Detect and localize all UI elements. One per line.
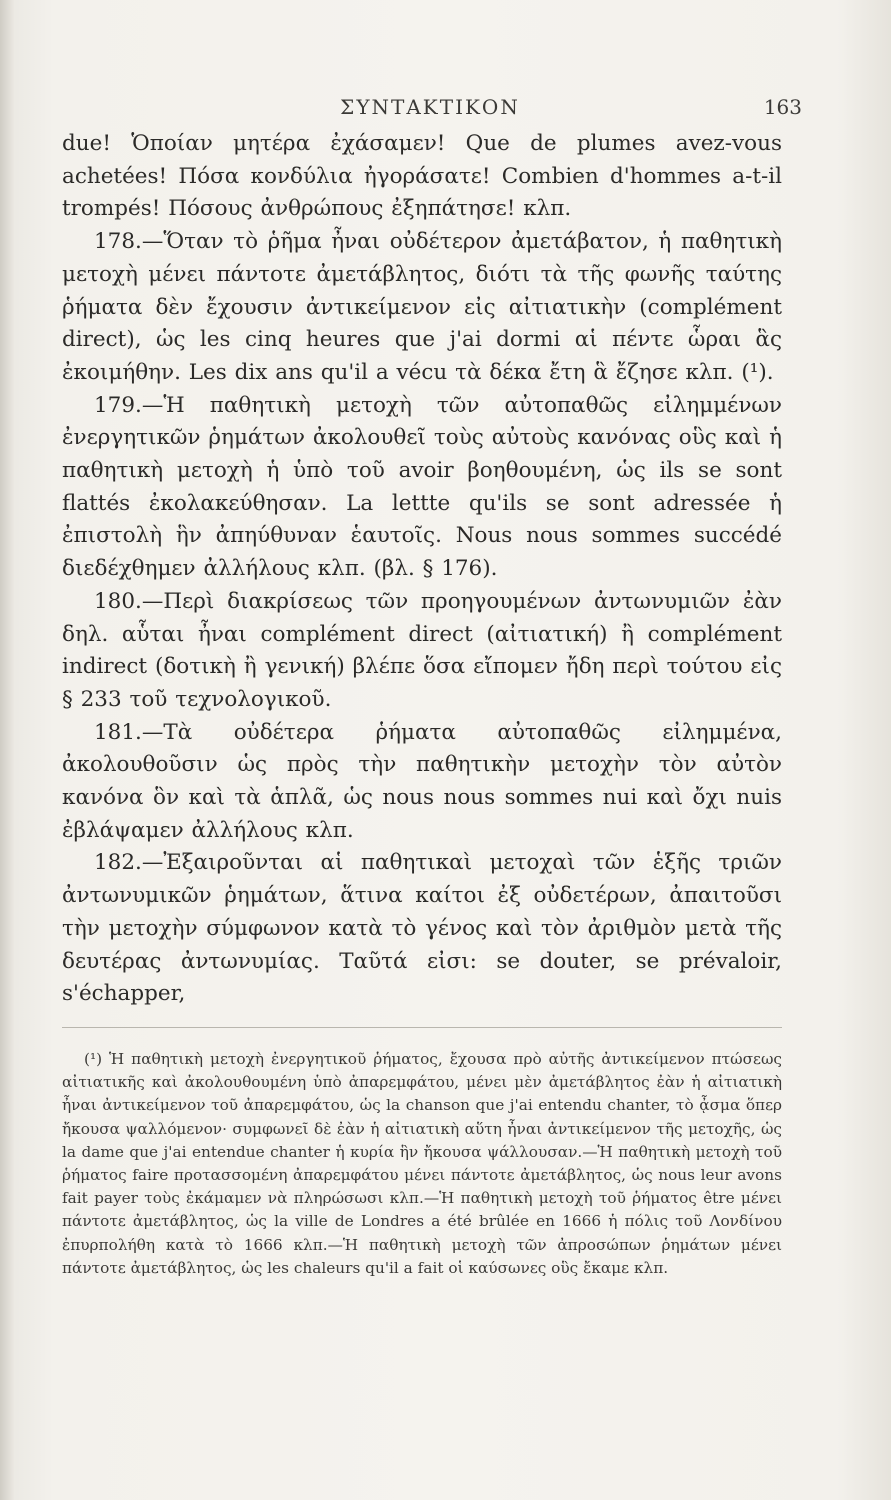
paragraph-180: 180.—Περὶ διακρίσεως τῶν προηγουμένων ἀντωνυμιῶν ἐὰν δηλ. αὗται ἦναι complément direct (αἰτιατική) ἢ complément indirect (δοτικὴ ἢ γενική) βλέπε ὅσα εἴπομεν ἤδη περὶ τούτου εἰς § 233 τοῦ τεχνολογικοῦ. [62, 588, 782, 712]
page-header [60, 95, 800, 125]
footnote-1: (¹) Ἡ παθητικὴ μετοχὴ ἐνεργητικοῦ ῥήματος, ἔχουσα πρὸ αὐτῆς ἀντικείμενον πτώσεως αἰτιατικῆς καὶ ἀκολουθουμένη ὑπὸ ἀπαρεμφάτου, μένει μὲν ἀμετάβλητος ἐὰν ἡ αἰτιατικὴ ἦναι ἀντικείμενον τοῦ ἀπαρεμφάτου, ὡς la chanson que j'ai entendu chanter, τὸ ᾆσμα ὅπερ ἤκουσα ψαλλόμενον· συμφωνεῖ δὲ ἐὰν ἡ αἰτιατικὴ αὕτη ἦναι ἀντικείμενον τῆς μετοχῆς, ὡς la dame que j'ai entendue chanter ἡ κυρία ἣν ἤκουσα ψάλλουσαν.—Ἡ παθητικὴ μετοχὴ τοῦ ῥήματος faire προτασσομένη ἀπαρεμφάτου μένει πάντοτε ἀμετάβλητος, ὡς nous leur avons fait payer τοὺς ἐκάμαμεν νὰ πληρώσωσι κλπ.—Ἡ παθητικὴ μετοχὴ τοῦ ῥήματος être μένει πάντοτε ἀμετάβλητος, ὡς la ville de Londres a été brûlée en 1666 ἡ πόλις τοῦ Λονδίνου ἐπυρπολήθη κατὰ τὸ 1666 κλπ.—Ἡ παθητικὴ μετοχὴ τῶν ἀπροσώπων ῥημάτων μένει πάντοτε ἀμετάβλητος, ὡς les chaleurs qu'il a fait οἱ καύσωνες οὓς ἔκαμε κλπ. [62, 1050, 782, 1277]
paragraph-179: 179.—Ἡ παθητικὴ μετοχὴ τῶν αὐτοπαθῶς εἰλημμένων ἐνεργητικῶν ῥημάτων ἀκολουθεῖ τοὺς αὐτοὺς κανόνας οὓς καὶ ἡ παθητικὴ μετοχὴ ἡ ὑπὸ τοῦ avoir βοηθουμένη, ὡς ils se sont flattés ἐκολακεύθησαν. La lettte qu'ils se sont adressée ἡ ἐπιστολὴ ἣν ἀπηύθυναν ἑαυτοῖς. Nous nous sommes succédé διεδέχθημεν ἀλλήλους κλπ. (βλ. § 176). [62, 392, 782, 582]
paragraph-continuation: due! Ὁποίαν μητέρα ἐχάσαμεν! Que de plumes avez-vous achetées! Πόσα κονδύλια ἠγοράσατε! Combien d'hommes a-t-il trompés! Πόσους ἀνθρώπους ἐξηπάτησε! κλπ. [62, 131, 782, 222]
page-gutter-shadow [0, 0, 14, 1500]
running-title: ΣΥΝΤΑΚΤΙΚΟΝ [340, 95, 520, 119]
main-text [62, 128, 782, 1011]
paragraph-182: 182.—Ἐξαιροῦνται αἱ παθητικαὶ μετοχαὶ τῶν ἑξῆς τριῶν ἀντωνυμικῶν ῥημάτων, ἅτινα καίτοι ἐξ οὐδετέρων, ἀπαιτοῦσι τὴν μετοχὴν σύμφωνον κατὰ τὸ γένος καὶ τὸν ἀριθμὸν μετὰ τῆς δευτέρας ἀντωνυμίας. Ταῦτά εἰσι: se douter, se prévaloir, s'échapper, [62, 850, 782, 1007]
paragraph-178: 178.—Ὅταν τὸ ῥῆμα ἦναι οὐδέτερον ἀμετάβατον, ἡ παθητικὴ μετοχὴ μένει πάντοτε ἀμετάβλητος, διότι τὰ τῆς φωνῆς ταύτης ῥήματα δὲν ἔχουσιν ἀντικείμενον εἰς αἰτιατικὴν (complément direct), ὡς les cinq heures que j'ai dormi αἱ πέντε ὧραι ἃς ἐκοιμήθην. Les dix ans qu'il a vécu τὰ δέκα ἔτη ἃ ἔζησε κλπ. (¹). [62, 229, 782, 385]
page-number: 163 [763, 95, 802, 119]
footnotes [62, 1048, 782, 1280]
paragraph-181: 181.—Τὰ οὐδέτερα ῥήματα αὐτοπαθῶς εἰλημμένα, ἀκολουθοῦσιν ὡς πρὸς τὴν παθητικὴν μετοχὴν τὸν αὐτὸν κανόνα ὃν καὶ τὰ ἁπλᾶ, ὡς nous nous sommes nui καὶ ὄχι nuis ἐβλάψαμεν ἀλλήλους κλπ. [62, 719, 782, 843]
footnote-divider [62, 1027, 782, 1028]
